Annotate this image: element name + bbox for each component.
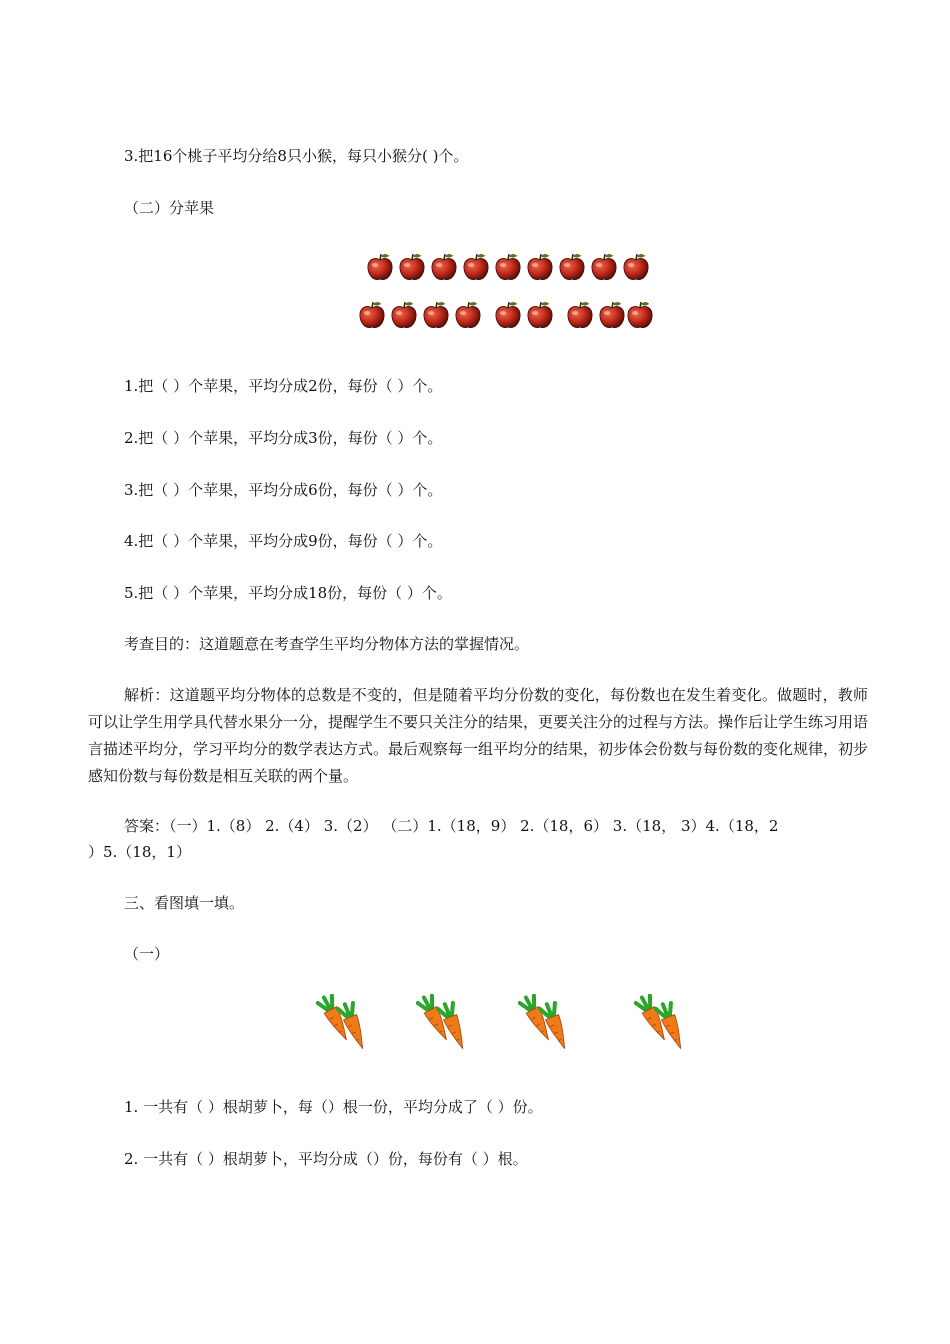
apple-icon (526, 300, 554, 330)
carrot-icon (634, 994, 694, 1058)
apple-icon (390, 300, 418, 330)
apple-icon (558, 252, 586, 282)
apple-icon (430, 252, 458, 282)
answer-line-1: 答案：（一）1.（8） 2.（4） 3.（2） （二）1.（18，9） 2.（18，6） 3.（18， 3）4.（18，2 (124, 817, 779, 835)
analysis-paragraph: 解析：这道题平均分物体的总数是不变的，但是随着平均分份数的变化，每份数也在发生着变化。做题时，教师可以让学生用学具代替水果分一分，提醒学生不要只关注分的结果，更要关注分的过程与方法。操作后让学生练习用语言描述平均分，学习平均分的数学表达方式。最后观察每一组平均分的结果，初步体会份数与每份数的变化规律，初步感知份数与每份数是相互关联的两个量。 (88, 686, 869, 785)
apple-figure (358, 252, 662, 336)
apple-icon (526, 252, 554, 282)
apple-icon (422, 300, 450, 330)
answer-line-2: ）5.（18，1） (88, 843, 191, 861)
section3-sub: （一） (124, 945, 170, 963)
carrot-figure (316, 994, 700, 1060)
section3-title: 三、看图填一填。 (124, 894, 245, 912)
apple-icon (622, 252, 650, 282)
apple-icon (462, 252, 490, 282)
apple-question-1: 1.把（ ）个苹果，平均分成2份，每份（ ）个。 (124, 377, 443, 395)
carrot-question-1: 1. 一共有（ ）根胡萝卜，每（）根一份，平均分成了（ ）份。 (124, 1098, 543, 1116)
apple-icon (626, 300, 654, 330)
apple-question-4: 4.把（ ）个苹果，平均分成9份，每份（ ）个。 (124, 532, 443, 550)
question-monkeys: 3.把16个桃子平均分给8只小猴，每只小猴分( )个。 (124, 147, 469, 165)
apple-icon (366, 252, 394, 282)
carrot-icon (416, 994, 476, 1058)
apple-icon (454, 300, 482, 330)
apple-icon (598, 300, 626, 330)
apple-question-5: 5.把（ ）个苹果，平均分成18份，每份（ ）个。 (124, 584, 452, 602)
apple-icon (590, 252, 618, 282)
carrot-icon (518, 994, 578, 1058)
carrot-question-2: 2. 一共有（ ）根胡萝卜，平均分成（）份，每份有（ ）根。 (124, 1150, 528, 1168)
apple-icon (398, 252, 426, 282)
section-apples-title: （二）分苹果 (124, 199, 215, 217)
apple-icon (358, 300, 386, 330)
apple-icon (494, 300, 522, 330)
carrot-icon (316, 994, 376, 1058)
apple-icon (566, 300, 594, 330)
apple-question-3: 3.把（ ）个苹果，平均分成6份，每份（ ）个。 (124, 481, 443, 499)
apple-question-2: 2.把（ ）个苹果，平均分成3份，每份（ ）个。 (124, 429, 443, 447)
purpose-text: 考查目的：这道题意在考查学生平均分物体方法的掌握情况。 (124, 635, 530, 653)
apple-icon (494, 252, 522, 282)
